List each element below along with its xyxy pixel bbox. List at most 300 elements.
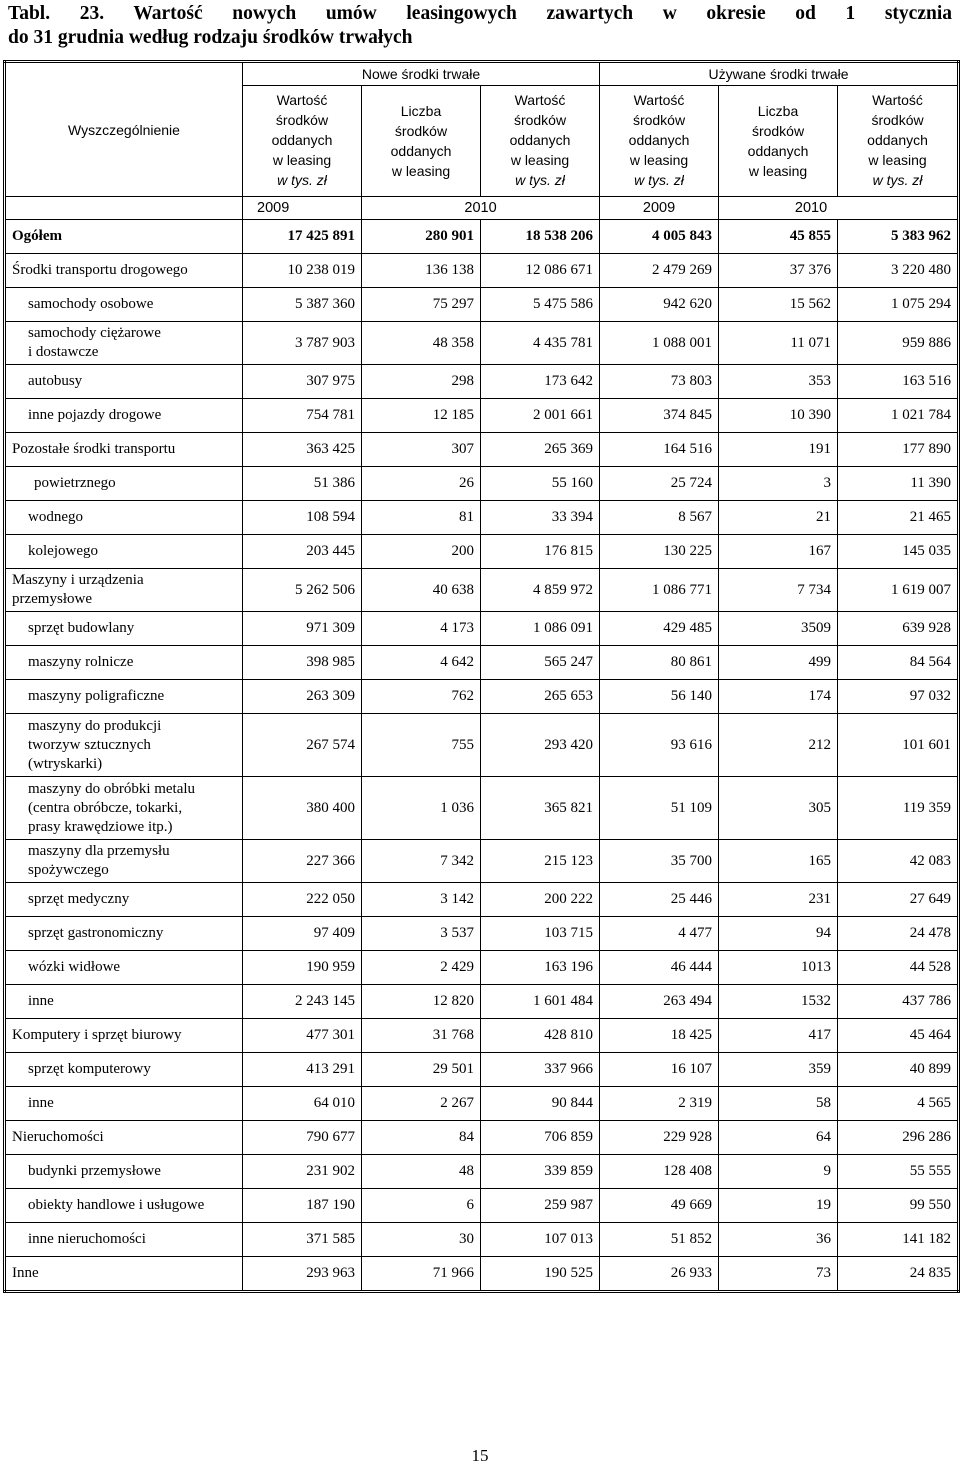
cell-value: 19 [719, 1189, 838, 1223]
cell-value: 16 107 [600, 1053, 719, 1087]
row-label-line: przemysłowe [12, 591, 92, 607]
cell-value: 36 [719, 1223, 838, 1257]
table-row [5, 840, 959, 883]
header-line: Liczba [400, 103, 442, 119]
cell-value: 163 516 [838, 365, 959, 399]
cell-value: 173 642 [481, 365, 600, 399]
header-line: oddanych [390, 143, 452, 159]
cell-value: 40 638 [362, 569, 481, 612]
cell-value: 1 086 091 [481, 612, 600, 646]
row-label [5, 646, 243, 680]
cell-value: 167 [719, 535, 838, 569]
header-line: w leasing [868, 152, 927, 168]
row-label [5, 569, 243, 612]
cell-value: 4 005 843 [600, 220, 719, 254]
header-line: środków [871, 112, 924, 128]
header-year-new-2010: 2010 [362, 197, 600, 220]
cell-value: 222 050 [243, 883, 362, 917]
cell-value: 6 [362, 1189, 481, 1223]
header-line: w leasing [748, 163, 808, 179]
header-line: w leasing [510, 152, 570, 168]
row-label [5, 467, 243, 501]
cell-value: 3 142 [362, 883, 481, 917]
row-label-line: samochody ciężarowe [28, 325, 161, 341]
cell-value: 755 [362, 714, 481, 777]
header-year-used-2010: 2010 [719, 197, 959, 220]
header-unit: w tys. zł [515, 172, 565, 188]
cell-value: 136 138 [362, 254, 481, 288]
header-line: oddanych [509, 132, 571, 148]
header-line: środków [275, 112, 329, 128]
row-label-line: inne pojazdy drogowe [28, 407, 162, 423]
row-label-line: maszyny rolnicze [28, 654, 134, 670]
table-header [5, 62, 959, 220]
header-unit: w tys. zł [634, 172, 684, 188]
cell-value: 75 297 [362, 288, 481, 322]
header-used-count [719, 86, 838, 197]
cell-value: 229 928 [600, 1121, 719, 1155]
row-label [5, 501, 243, 535]
row-label-line: Komputery i sprzęt biurowy [12, 1027, 182, 1043]
row-label-line: inne [28, 1095, 54, 1111]
table-row [5, 1087, 959, 1121]
row-label [5, 777, 243, 840]
cell-value: 339 859 [481, 1155, 600, 1189]
row-label [5, 985, 243, 1019]
header-new-count [362, 86, 481, 197]
cell-value: 305 [719, 777, 838, 840]
table-row [5, 680, 959, 714]
row-label [5, 535, 243, 569]
table-row [5, 535, 959, 569]
cell-value: 45 464 [838, 1019, 959, 1053]
cell-value: 27 649 [838, 883, 959, 917]
cell-value: 374 845 [600, 399, 719, 433]
cell-value: 754 781 [243, 399, 362, 433]
cell-value: 33 394 [481, 501, 600, 535]
header-line: oddanych [747, 143, 809, 159]
row-label [5, 917, 243, 951]
row-label-line: sprzęt komputerowy [28, 1061, 151, 1077]
header-year-used-2009: 2009 [600, 197, 719, 220]
header-line: w leasing [391, 163, 451, 179]
cell-value: 3 787 903 [243, 322, 362, 365]
cell-value: 190 525 [481, 1257, 600, 1292]
page-number: 15 [471, 1446, 489, 1465]
cell-value: 203 445 [243, 535, 362, 569]
cell-value: 12 185 [362, 399, 481, 433]
cell-value: 18 538 206 [481, 220, 600, 254]
header-line: Wartość [633, 92, 685, 108]
cell-value: 5 475 586 [481, 288, 600, 322]
row-label-line: spożywczego [28, 862, 109, 878]
row-label-line: Nieruchomości [12, 1129, 104, 1145]
table-row [5, 777, 959, 840]
cell-value: 15 562 [719, 288, 838, 322]
row-label [5, 883, 243, 917]
row-label-line: Pozostałe środki transportu [12, 441, 176, 457]
cell-value: 3 220 480 [838, 254, 959, 288]
cell-value: 5 383 962 [838, 220, 959, 254]
cell-value: 93 616 [600, 714, 719, 777]
header-line: środków [751, 123, 805, 139]
row-label-line: Środki transportu drogowego [12, 262, 188, 278]
cell-value: 190 959 [243, 951, 362, 985]
cell-value: 97 409 [243, 917, 362, 951]
cell-value: 565 247 [481, 646, 600, 680]
cell-value: 64 [719, 1121, 838, 1155]
cell-value: 1013 [719, 951, 838, 985]
cell-value: 2 243 145 [243, 985, 362, 1019]
cell-value: 307 975 [243, 365, 362, 399]
cell-value: 73 803 [600, 365, 719, 399]
cell-value: 24 835 [838, 1257, 959, 1292]
row-label-line: inne nieruchomości [28, 1231, 146, 1247]
cell-value: 413 291 [243, 1053, 362, 1087]
cell-value: 5 262 506 [243, 569, 362, 612]
cell-value: 58 [719, 1087, 838, 1121]
row-label [5, 1053, 243, 1087]
cell-value: 29 501 [362, 1053, 481, 1087]
row-label [5, 254, 243, 288]
table-body [5, 220, 959, 1292]
cell-value: 4 173 [362, 612, 481, 646]
cell-value: 81 [362, 501, 481, 535]
table-row [5, 1223, 959, 1257]
table-row [5, 714, 959, 777]
cell-value: 9 [719, 1155, 838, 1189]
row-label-line: budynki przemysłowe [28, 1163, 161, 1179]
table-row [5, 646, 959, 680]
header-unit: w tys. zł [872, 172, 923, 188]
title-line-1: Tabl. 23. Wartość nowych umów leasingowych zawartych w okresie od 1 stycznia [8, 3, 952, 24]
cell-value: 165 [719, 840, 838, 883]
row-label-line: i dostawcze [28, 344, 99, 360]
cell-value: 174 [719, 680, 838, 714]
header-group-used: Używane środki trwałe [600, 62, 959, 86]
table-row [5, 1019, 959, 1053]
header-used-value-2010 [838, 86, 959, 197]
cell-value: 3 537 [362, 917, 481, 951]
cell-value: 12 086 671 [481, 254, 600, 288]
cell-value: 5 387 360 [243, 288, 362, 322]
row-label-line: powietrznego [34, 475, 116, 491]
cell-value: 99 550 [838, 1189, 959, 1223]
cell-value: 26 [362, 467, 481, 501]
header-line: środków [632, 112, 686, 128]
cell-value: 1 075 294 [838, 288, 959, 322]
cell-value: 21 465 [838, 501, 959, 535]
cell-value: 280 901 [362, 220, 481, 254]
cell-value: 11 071 [719, 322, 838, 365]
row-label [5, 951, 243, 985]
cell-value: 971 309 [243, 612, 362, 646]
table-row [5, 399, 959, 433]
row-label [5, 220, 243, 254]
cell-value: 263 494 [600, 985, 719, 1019]
row-label-line: samochody osobowe [28, 296, 154, 312]
header-line: w leasing [629, 152, 689, 168]
header-year-spacer [5, 197, 243, 220]
cell-value: 4 435 781 [481, 322, 600, 365]
cell-value: 337 966 [481, 1053, 600, 1087]
row-label-line: wózki widłowe [28, 959, 121, 975]
cell-value: 2 001 661 [481, 399, 600, 433]
cell-value: 11 390 [838, 467, 959, 501]
cell-value: 187 190 [243, 1189, 362, 1223]
header-year-new-2009: 2009 [243, 197, 362, 220]
header-unit: w tys. zł [277, 172, 327, 188]
cell-value: 298 [362, 365, 481, 399]
cell-value: 130 225 [600, 535, 719, 569]
cell-value: 762 [362, 680, 481, 714]
leasing-table [3, 60, 960, 1293]
row-label-line: maszyny do produkcji [28, 717, 162, 734]
table-title [8, 2, 952, 50]
cell-value: 959 886 [838, 322, 959, 365]
cell-value: 259 987 [481, 1189, 600, 1223]
cell-value: 84 [362, 1121, 481, 1155]
header-line: Liczba [757, 103, 799, 119]
cell-value: 942 620 [600, 288, 719, 322]
cell-value: 18 425 [600, 1019, 719, 1053]
header-spec: Wyszczególnienie [5, 62, 243, 197]
title-line-2: do 31 grudnia według rodzaju środków trwałych [8, 27, 413, 48]
cell-value: 176 815 [481, 535, 600, 569]
cell-value: 25 724 [600, 467, 719, 501]
cell-value: 21 [719, 501, 838, 535]
row-label [5, 1087, 243, 1121]
cell-value: 141 182 [838, 1223, 959, 1257]
cell-value: 26 933 [600, 1257, 719, 1292]
cell-value: 48 358 [362, 322, 481, 365]
cell-value: 90 844 [481, 1087, 600, 1121]
table-row [5, 1053, 959, 1087]
cell-value: 51 386 [243, 467, 362, 501]
row-label-line: maszyny do obróbki metalu [28, 780, 196, 797]
cell-value: 417 [719, 1019, 838, 1053]
cell-value: 296 286 [838, 1121, 959, 1155]
table-row [5, 467, 959, 501]
cell-value: 17 425 891 [243, 220, 362, 254]
header-line: Wartość [872, 92, 923, 108]
cell-value: 353 [719, 365, 838, 399]
cell-value: 107 013 [481, 1223, 600, 1257]
cell-value: 363 425 [243, 433, 362, 467]
cell-value: 80 861 [600, 646, 719, 680]
row-label [5, 1189, 243, 1223]
row-label-line: maszyny poligraficzne [28, 688, 165, 704]
cell-value: 163 196 [481, 951, 600, 985]
cell-value: 164 516 [600, 433, 719, 467]
row-label [5, 1223, 243, 1257]
table-row [5, 917, 959, 951]
row-label [5, 714, 243, 777]
table-row [5, 951, 959, 985]
cell-value: 31 768 [362, 1019, 481, 1053]
cell-value: 477 301 [243, 1019, 362, 1053]
table-row [5, 883, 959, 917]
row-label-line: inne [28, 993, 54, 1009]
row-label [5, 1155, 243, 1189]
cell-value: 2 479 269 [600, 254, 719, 288]
cell-value: 200 222 [481, 883, 600, 917]
row-label-line: kolejowego [28, 543, 98, 559]
cell-value: 25 446 [600, 883, 719, 917]
row-label-line: tworzyw sztucznych [28, 736, 151, 753]
row-label [5, 680, 243, 714]
cell-value: 212 [719, 714, 838, 777]
header-line: środków [394, 123, 448, 139]
cell-value: 51 852 [600, 1223, 719, 1257]
cell-value: 55 160 [481, 467, 600, 501]
cell-value: 4 477 [600, 917, 719, 951]
cell-value: 101 601 [838, 714, 959, 777]
row-label-line: autobusy [28, 373, 83, 389]
cell-value: 55 555 [838, 1155, 959, 1189]
row-label-line: sprzęt budowlany [28, 620, 135, 636]
cell-value: 3509 [719, 612, 838, 646]
row-label-line: (wtryskarki) [28, 755, 103, 772]
cell-value: 215 123 [481, 840, 600, 883]
row-label [5, 1121, 243, 1155]
row-label-line: prasy krawędziowe itp.) [28, 818, 173, 835]
cell-value: 1 086 771 [600, 569, 719, 612]
cell-value: 1 088 001 [600, 322, 719, 365]
cell-value: 1532 [719, 985, 838, 1019]
cell-value: 73 [719, 1257, 838, 1292]
cell-value: 639 928 [838, 612, 959, 646]
cell-value: 37 376 [719, 254, 838, 288]
cell-value: 35 700 [600, 840, 719, 883]
cell-value: 12 820 [362, 985, 481, 1019]
cell-value: 30 [362, 1223, 481, 1257]
cell-value: 231 [719, 883, 838, 917]
cell-value: 94 [719, 917, 838, 951]
row-label-line: wodnego [28, 509, 83, 525]
row-label [5, 399, 243, 433]
cell-value: 398 985 [243, 646, 362, 680]
cell-value: 231 902 [243, 1155, 362, 1189]
row-label-line: Maszyny i urządzenia [12, 572, 144, 588]
row-label [5, 1257, 243, 1292]
cell-value: 46 444 [600, 951, 719, 985]
table-row [5, 1257, 959, 1292]
cell-value: 42 083 [838, 840, 959, 883]
header-line: oddanych [271, 132, 333, 148]
cell-value: 128 408 [600, 1155, 719, 1189]
cell-value: 7 342 [362, 840, 481, 883]
cell-value: 10 238 019 [243, 254, 362, 288]
cell-value: 84 564 [838, 646, 959, 680]
cell-value: 45 855 [719, 220, 838, 254]
header-line: Wartość [276, 92, 328, 108]
cell-value: 2 429 [362, 951, 481, 985]
cell-value: 293 420 [481, 714, 600, 777]
cell-value: 44 528 [838, 951, 959, 985]
cell-value: 371 585 [243, 1223, 362, 1257]
row-label-line: obiekty handlowe i usługowe [28, 1197, 205, 1213]
table-row [5, 985, 959, 1019]
cell-value: 429 485 [600, 612, 719, 646]
cell-value: 359 [719, 1053, 838, 1087]
table-row [5, 220, 959, 254]
cell-value: 97 032 [838, 680, 959, 714]
header-line: w leasing [272, 152, 332, 168]
cell-value: 4 642 [362, 646, 481, 680]
cell-value: 227 366 [243, 840, 362, 883]
header-used-value-2009 [600, 86, 719, 197]
row-label-line: Ogółem [12, 228, 62, 244]
header-line: Wartość [514, 92, 566, 108]
cell-value: 267 574 [243, 714, 362, 777]
row-label [5, 1019, 243, 1053]
cell-value: 108 594 [243, 501, 362, 535]
cell-value: 790 677 [243, 1121, 362, 1155]
cell-value: 24 478 [838, 917, 959, 951]
table-row [5, 1189, 959, 1223]
cell-value: 64 010 [243, 1087, 362, 1121]
header-new-value-2010 [481, 86, 600, 197]
cell-value: 265 369 [481, 433, 600, 467]
row-label [5, 612, 243, 646]
table-row [5, 365, 959, 399]
cell-value: 380 400 [243, 777, 362, 840]
cell-value: 293 963 [243, 1257, 362, 1292]
cell-value: 265 653 [481, 680, 600, 714]
cell-value: 3 [719, 467, 838, 501]
cell-value: 200 [362, 535, 481, 569]
header-line: oddanych [867, 132, 928, 148]
table-row [5, 1155, 959, 1189]
row-label-line: sprzęt gastronomiczny [28, 925, 164, 941]
cell-value: 437 786 [838, 985, 959, 1019]
row-label [5, 840, 243, 883]
cell-value: 51 109 [600, 777, 719, 840]
cell-value: 49 669 [600, 1189, 719, 1223]
cell-value: 1 021 784 [838, 399, 959, 433]
header-line: oddanych [628, 132, 690, 148]
cell-value: 191 [719, 433, 838, 467]
cell-value: 2 319 [600, 1087, 719, 1121]
cell-value: 119 359 [838, 777, 959, 840]
cell-value: 10 390 [719, 399, 838, 433]
cell-value: 71 966 [362, 1257, 481, 1292]
header-new-value-2009 [243, 86, 362, 197]
row-label [5, 288, 243, 322]
cell-value: 706 859 [481, 1121, 600, 1155]
cell-value: 1 601 484 [481, 985, 600, 1019]
cell-value: 428 810 [481, 1019, 600, 1053]
cell-value: 4 859 972 [481, 569, 600, 612]
cell-value: 177 890 [838, 433, 959, 467]
row-label [5, 365, 243, 399]
cell-value: 1 036 [362, 777, 481, 840]
cell-value: 56 140 [600, 680, 719, 714]
header-group-new: Nowe środki trwałe [243, 62, 600, 86]
row-label-line: Inne [12, 1265, 39, 1281]
cell-value: 48 [362, 1155, 481, 1189]
table-row [5, 612, 959, 646]
cell-value: 365 821 [481, 777, 600, 840]
table-row [5, 433, 959, 467]
cell-value: 40 899 [838, 1053, 959, 1087]
cell-value: 263 309 [243, 680, 362, 714]
cell-value: 145 035 [838, 535, 959, 569]
cell-value: 1 619 007 [838, 569, 959, 612]
row-label-line: (centra obróbcze, tokarki, [28, 799, 183, 816]
table-row [5, 322, 959, 365]
